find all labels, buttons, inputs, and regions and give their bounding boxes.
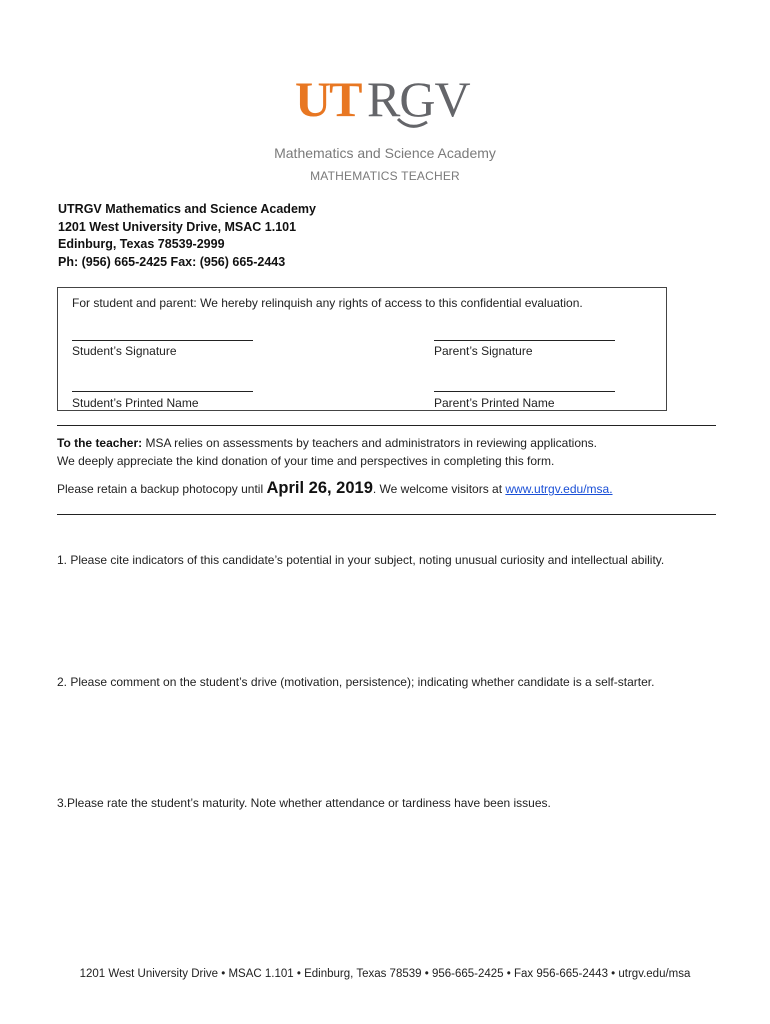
page-footer: 1201 West University Drive • MSAC 1.101 • Edinburg, Texas 78539 • 956-665-2425 • Fax 956-665-2443 • utrgv.edu/msa — [79, 968, 691, 980]
student-printed-name-label: Student’s Printed Name — [72, 396, 199, 410]
teacher-note-label: To the teacher: — [57, 436, 143, 450]
svg-text:RGV: RGV — [367, 72, 470, 127]
msa-website-link[interactable]: www.utrgv.edu/msa. — [505, 482, 613, 496]
parent-signature-line[interactable] — [434, 340, 615, 341]
student-printed-name-line[interactable] — [72, 391, 253, 392]
waiver-statement: For student and parent: We hereby relinquish any rights of access to this confidential evaluation. — [72, 296, 583, 310]
question-1-answer-area[interactable] — [57, 575, 716, 670]
academy-subtitle: Mathematics and Science Academy — [274, 145, 496, 161]
welcome-text: . We welcome visitors at — [372, 482, 506, 496]
deadline-date: April 26, 2019 — [266, 479, 373, 497]
student-signature-line[interactable] — [72, 340, 253, 341]
question-2: 2. Please comment on the student’s drive (motivation, persistence); indicating whether candidate is a self-starter. — [57, 675, 655, 689]
form-role-title: MATHEMATICS TEACHER — [310, 169, 460, 183]
teacher-note-line-1 — [57, 436, 597, 450]
parent-signature-label: Parent’s Signature — [434, 344, 533, 358]
retain-text: Please retain a backup photocopy until — [57, 482, 267, 496]
address-line-2: 1201 West University Drive, MSAC 1.101 — [58, 220, 297, 234]
teacher-note-line-2: We deeply appreciate the kind donation of your time and perspectives in completing this form. — [57, 454, 555, 468]
utrgv-logo-mark — [295, 72, 475, 134]
address-line-4: Ph: (956) 665-2425 Fax: (956) 665-2443 — [58, 255, 286, 269]
question-3: 3.Please rate the student’s maturity. Note whether attendance or tardiness have been issues. — [57, 796, 551, 810]
question-1: 1. Please cite indicators of this candidate’s potential in your subject, noting unusual curiosity and intellectual ability. — [57, 553, 665, 567]
parent-printed-name-label: Parent’s Printed Name — [434, 396, 555, 410]
teacher-note-line-3 — [57, 479, 613, 498]
address-line-1: UTRGV Mathematics and Science Academy — [58, 202, 316, 216]
teacher-note-line-1-text: MSA relies on assessments by teachers and administrators in reviewing applications. — [142, 436, 598, 450]
section-divider-bottom — [57, 514, 716, 515]
question-2-answer-area[interactable] — [57, 697, 716, 792]
svg-text:UT: UT — [295, 72, 361, 127]
question-3-answer-area[interactable] — [57, 818, 716, 958]
student-signature-label: Student’s Signature — [72, 344, 177, 358]
section-divider-top — [57, 425, 716, 426]
address-line-3: Edinburg, Texas 78539-2999 — [58, 237, 225, 251]
parent-printed-name-line[interactable] — [434, 391, 615, 392]
utrgv-logo — [0, 72, 770, 134]
